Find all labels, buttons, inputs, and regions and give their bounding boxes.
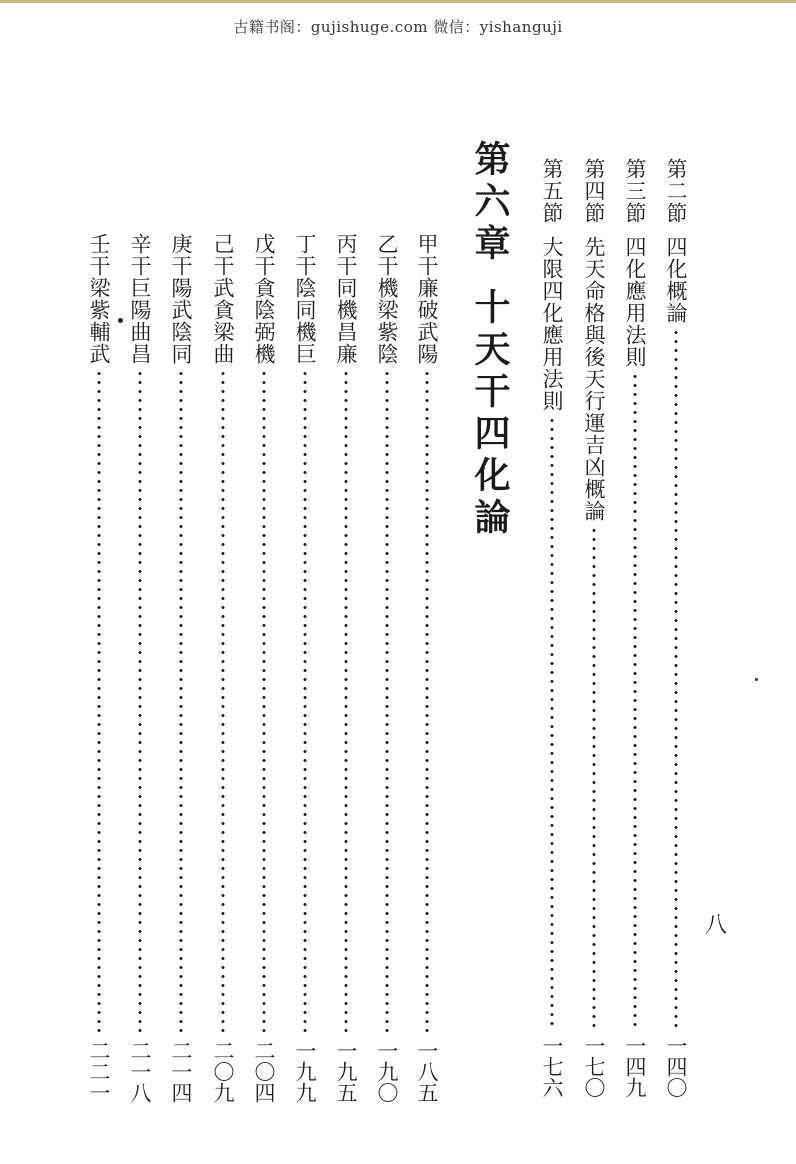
entry-title: 辛干巨陽曲昌 <box>128 233 152 365</box>
leader-dots <box>344 369 348 1036</box>
section-title: 第三節四化應用法則 <box>623 158 647 368</box>
leader-dots <box>262 369 266 1036</box>
page-number: 二二一 <box>87 1040 111 1103</box>
page-folio: 八 <box>705 913 728 938</box>
chapter-label: 第六章 <box>469 140 511 266</box>
section-title: 第四節先天命格與後天行運吉凶概論 <box>582 158 606 522</box>
toc-section-5[interactable] <box>538 158 566 1098</box>
ink-speck <box>755 678 758 681</box>
toc-entry-wu[interactable] <box>250 233 278 1103</box>
entry-title: 甲干廉破武陽 <box>415 233 439 365</box>
toc-entry-ding[interactable] <box>291 233 319 1103</box>
toc-section-2[interactable] <box>662 158 690 1098</box>
entry-title: 乙干機梁紫陰 <box>375 233 399 365</box>
page-number: 二〇九 <box>211 1040 235 1103</box>
toc-entry-yi[interactable] <box>373 233 401 1103</box>
watermark-header: 古籍书阁：gujishuge.com 微信：yishanguji <box>233 18 563 36</box>
entry-title: 戊干貪陰弼機 <box>252 233 276 365</box>
leader-dots <box>550 416 554 1031</box>
leader-dots <box>138 369 142 1036</box>
leader-dots <box>97 369 101 1036</box>
leader-dots <box>179 369 183 1036</box>
entry-title: 壬干梁紫輔武 <box>87 233 111 365</box>
page-number: 一九九 <box>293 1040 317 1103</box>
page-number: 一七〇 <box>582 1035 606 1098</box>
leader-dots <box>425 369 429 1036</box>
leader-dots <box>221 369 225 1036</box>
leader-dots <box>592 526 596 1031</box>
page-number: 一四九 <box>623 1035 647 1098</box>
toc-entry-xin[interactable] <box>126 233 154 1103</box>
leader-dots <box>633 372 637 1031</box>
page-number: 一七六 <box>540 1035 564 1098</box>
ink-speck <box>118 318 123 323</box>
entry-title: 己干武貪梁曲 <box>211 233 235 365</box>
page-number: 一九〇 <box>375 1040 399 1103</box>
toc-entry-jia[interactable] <box>413 233 441 1103</box>
section-title: 第二節四化概論 <box>664 158 688 324</box>
chapter-title: 十天干四化論 <box>469 288 511 540</box>
entry-title: 丁干陰同機巨 <box>293 233 317 365</box>
toc-entry-bing[interactable] <box>332 233 360 1103</box>
toc-entry-ren[interactable] <box>85 233 113 1103</box>
page-number: 二一八 <box>128 1040 152 1103</box>
entry-title: 庚干陽武陰同 <box>169 233 193 365</box>
page-number: 一四〇 <box>664 1035 688 1098</box>
entry-title: 丙干同機昌廉 <box>334 233 358 365</box>
page-number: 二一四 <box>169 1040 193 1103</box>
leader-dots <box>385 369 389 1036</box>
leader-dots <box>303 369 307 1036</box>
top-rule <box>0 0 796 3</box>
toc-entry-ji[interactable] <box>209 233 237 1103</box>
page-number: 一九五 <box>334 1040 358 1103</box>
toc-section-3[interactable] <box>621 158 649 1098</box>
chapter-heading[interactable] <box>468 140 512 540</box>
leader-dots <box>674 328 678 1031</box>
toc-entry-geng[interactable] <box>167 233 195 1103</box>
page-number: 一八五 <box>415 1040 439 1103</box>
section-title: 第五節大限四化應用法則 <box>540 158 564 412</box>
toc-section-4[interactable] <box>580 158 608 1098</box>
page-number: 二〇四 <box>252 1040 276 1103</box>
